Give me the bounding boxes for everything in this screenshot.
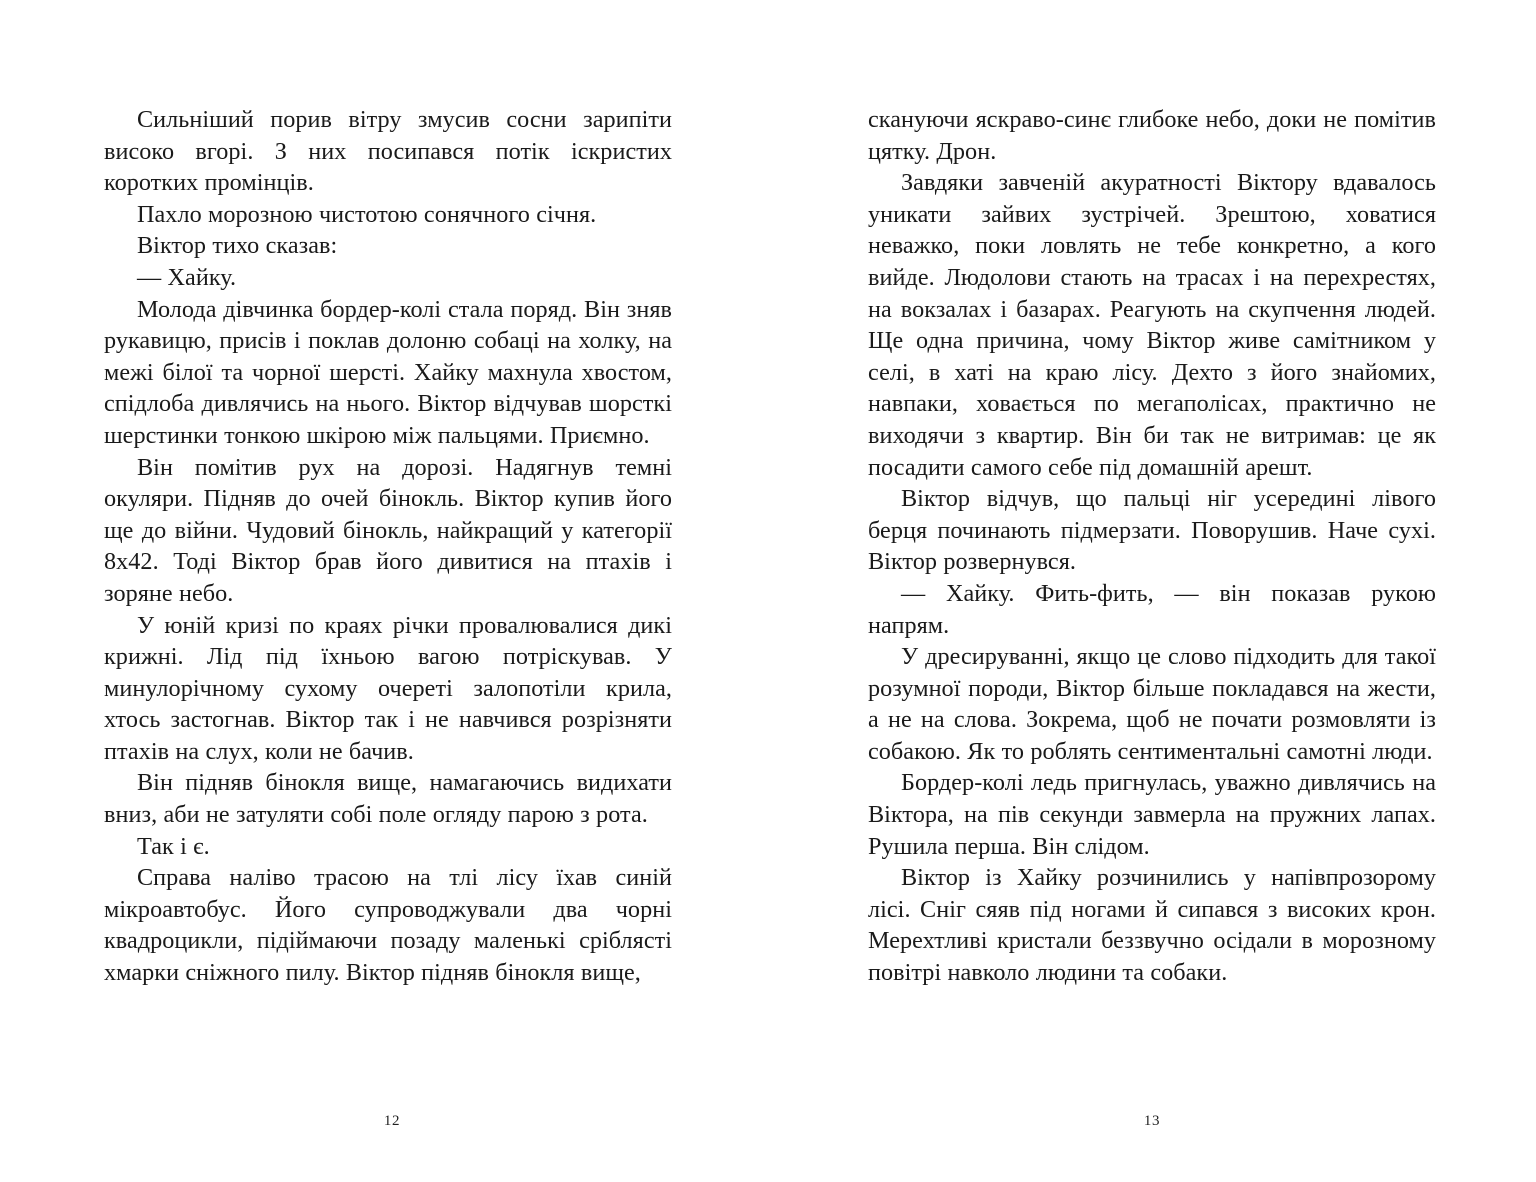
- left-page-textblock: [104, 104, 672, 989]
- paragraph: Так і є.: [137, 832, 210, 860]
- paragraph: У дресируванні, якщо це слово підходить для такої розумної породи, Віктор більше покладався на жести, а не на слова. Зокрема, щоб не почати розмовляти із собакою. Як то роблять сентиментальні самотні люди.: [868, 643, 1436, 765]
- paragraph: — Хайку. Фить-фить, — він показав рукою напрям.: [868, 579, 1436, 639]
- paragraph: Молода дівчинка бордер-колі стала поряд. Він зняв рукавицю, присів і поклав долоню собаці на холку, на межі білої та чорної шерсті. Хайку махнула хвостом, спідлоба дивлячись на нього. Віктор відчував шорсткі шерстинки тонкою шкірою між пальцями. Приємно.: [104, 295, 672, 449]
- paragraph: Бордер-колі ледь пригнулась, уважно дивлячись на Віктора, на пів секунди завмерла на пружних лапах. Рушила перша. Він слідом.: [868, 769, 1436, 860]
- paragraph: Пахло морозною чистотою сонячного січня.: [137, 200, 597, 228]
- paragraph: Завдяки завченій акуратності Віктору вдавалось уникати зайвих зустрічей. Зрештою, ховатися неважко, поки ловлять не тебе конкретно, а кого вийде. Людолови стають на трасах і на перехрестях, на вокзалах і базарах. Реагують на скупчення людей. Ще одна причина, чому Віктор живе самітником у селі, в хаті на краю лісу. Дехто з його знайомих, навпаки, ховається по мегаполісах, практично не виходячи з квартир. Він би так не витримав: це як посадити самого себе під домашній арешт.: [868, 169, 1436, 481]
- paragraph: Він підняв бінокля вище, намагаючись видихати вниз, аби не затуляти собі поле огляду парою з рота.: [104, 769, 672, 829]
- paragraph: Віктор із Хайку розчинились у напівпрозорому лісі. Сніг сяяв під ногами й сипався з високих крон. Мерехтливі кристали беззвучно осідали в морозному повітрі навколо людини та собаки.: [868, 864, 1436, 987]
- paragraph: Віктор тихо сказав:: [137, 232, 338, 260]
- paragraph: — Хайку.: [137, 263, 237, 291]
- right-page-textblock: [868, 104, 1436, 989]
- page-right: [768, 0, 1536, 1182]
- paragraph: Справа наліво трасою на тлі лісу їхав синій мікроавтобус. Його супроводжували два чорні квадроцикли, підіймаючи позаду маленькі сріблясті хмарки сніжного пилу. Віктор підняв бінокля вище,: [104, 864, 672, 987]
- page-number-left: 12: [383, 1113, 401, 1129]
- paragraph: Віктор відчув, що пальці ніг усередині лівого берця починають підмерзати. Поворушив. Наче сухі. Віктор розвернувся.: [868, 485, 1436, 576]
- paragraph: У юній кризі по краях річки провалювалися дикі крижні. Лід під їхньою вагою потріскував. У минулорічному сухому очереті залопотіли крила, хтось застогнав. Віктор так і не навчився розрізняти птахів на слух, коли не бачив.: [104, 611, 672, 765]
- paragraph: скануючи яскраво-синє глибоке небо, доки не помітив цятку. Дрон.: [868, 106, 1436, 165]
- paragraph: Він помітив рух на дорозі. Надягнув темні окуляри. Підняв до очей бінокль. Віктор купив його ще до війни. Чудовий бінокль, найкращий у категорії 8x42. Тоді Віктор брав його дивитися на птахів і зоряне небо.: [104, 453, 672, 607]
- page-number-right: 13: [1143, 1113, 1161, 1129]
- paragraph: Сильніший порив вітру змусив сосни зарипіти високо вгорі. З них посипався потік іскристих коротких промінців.: [104, 106, 672, 197]
